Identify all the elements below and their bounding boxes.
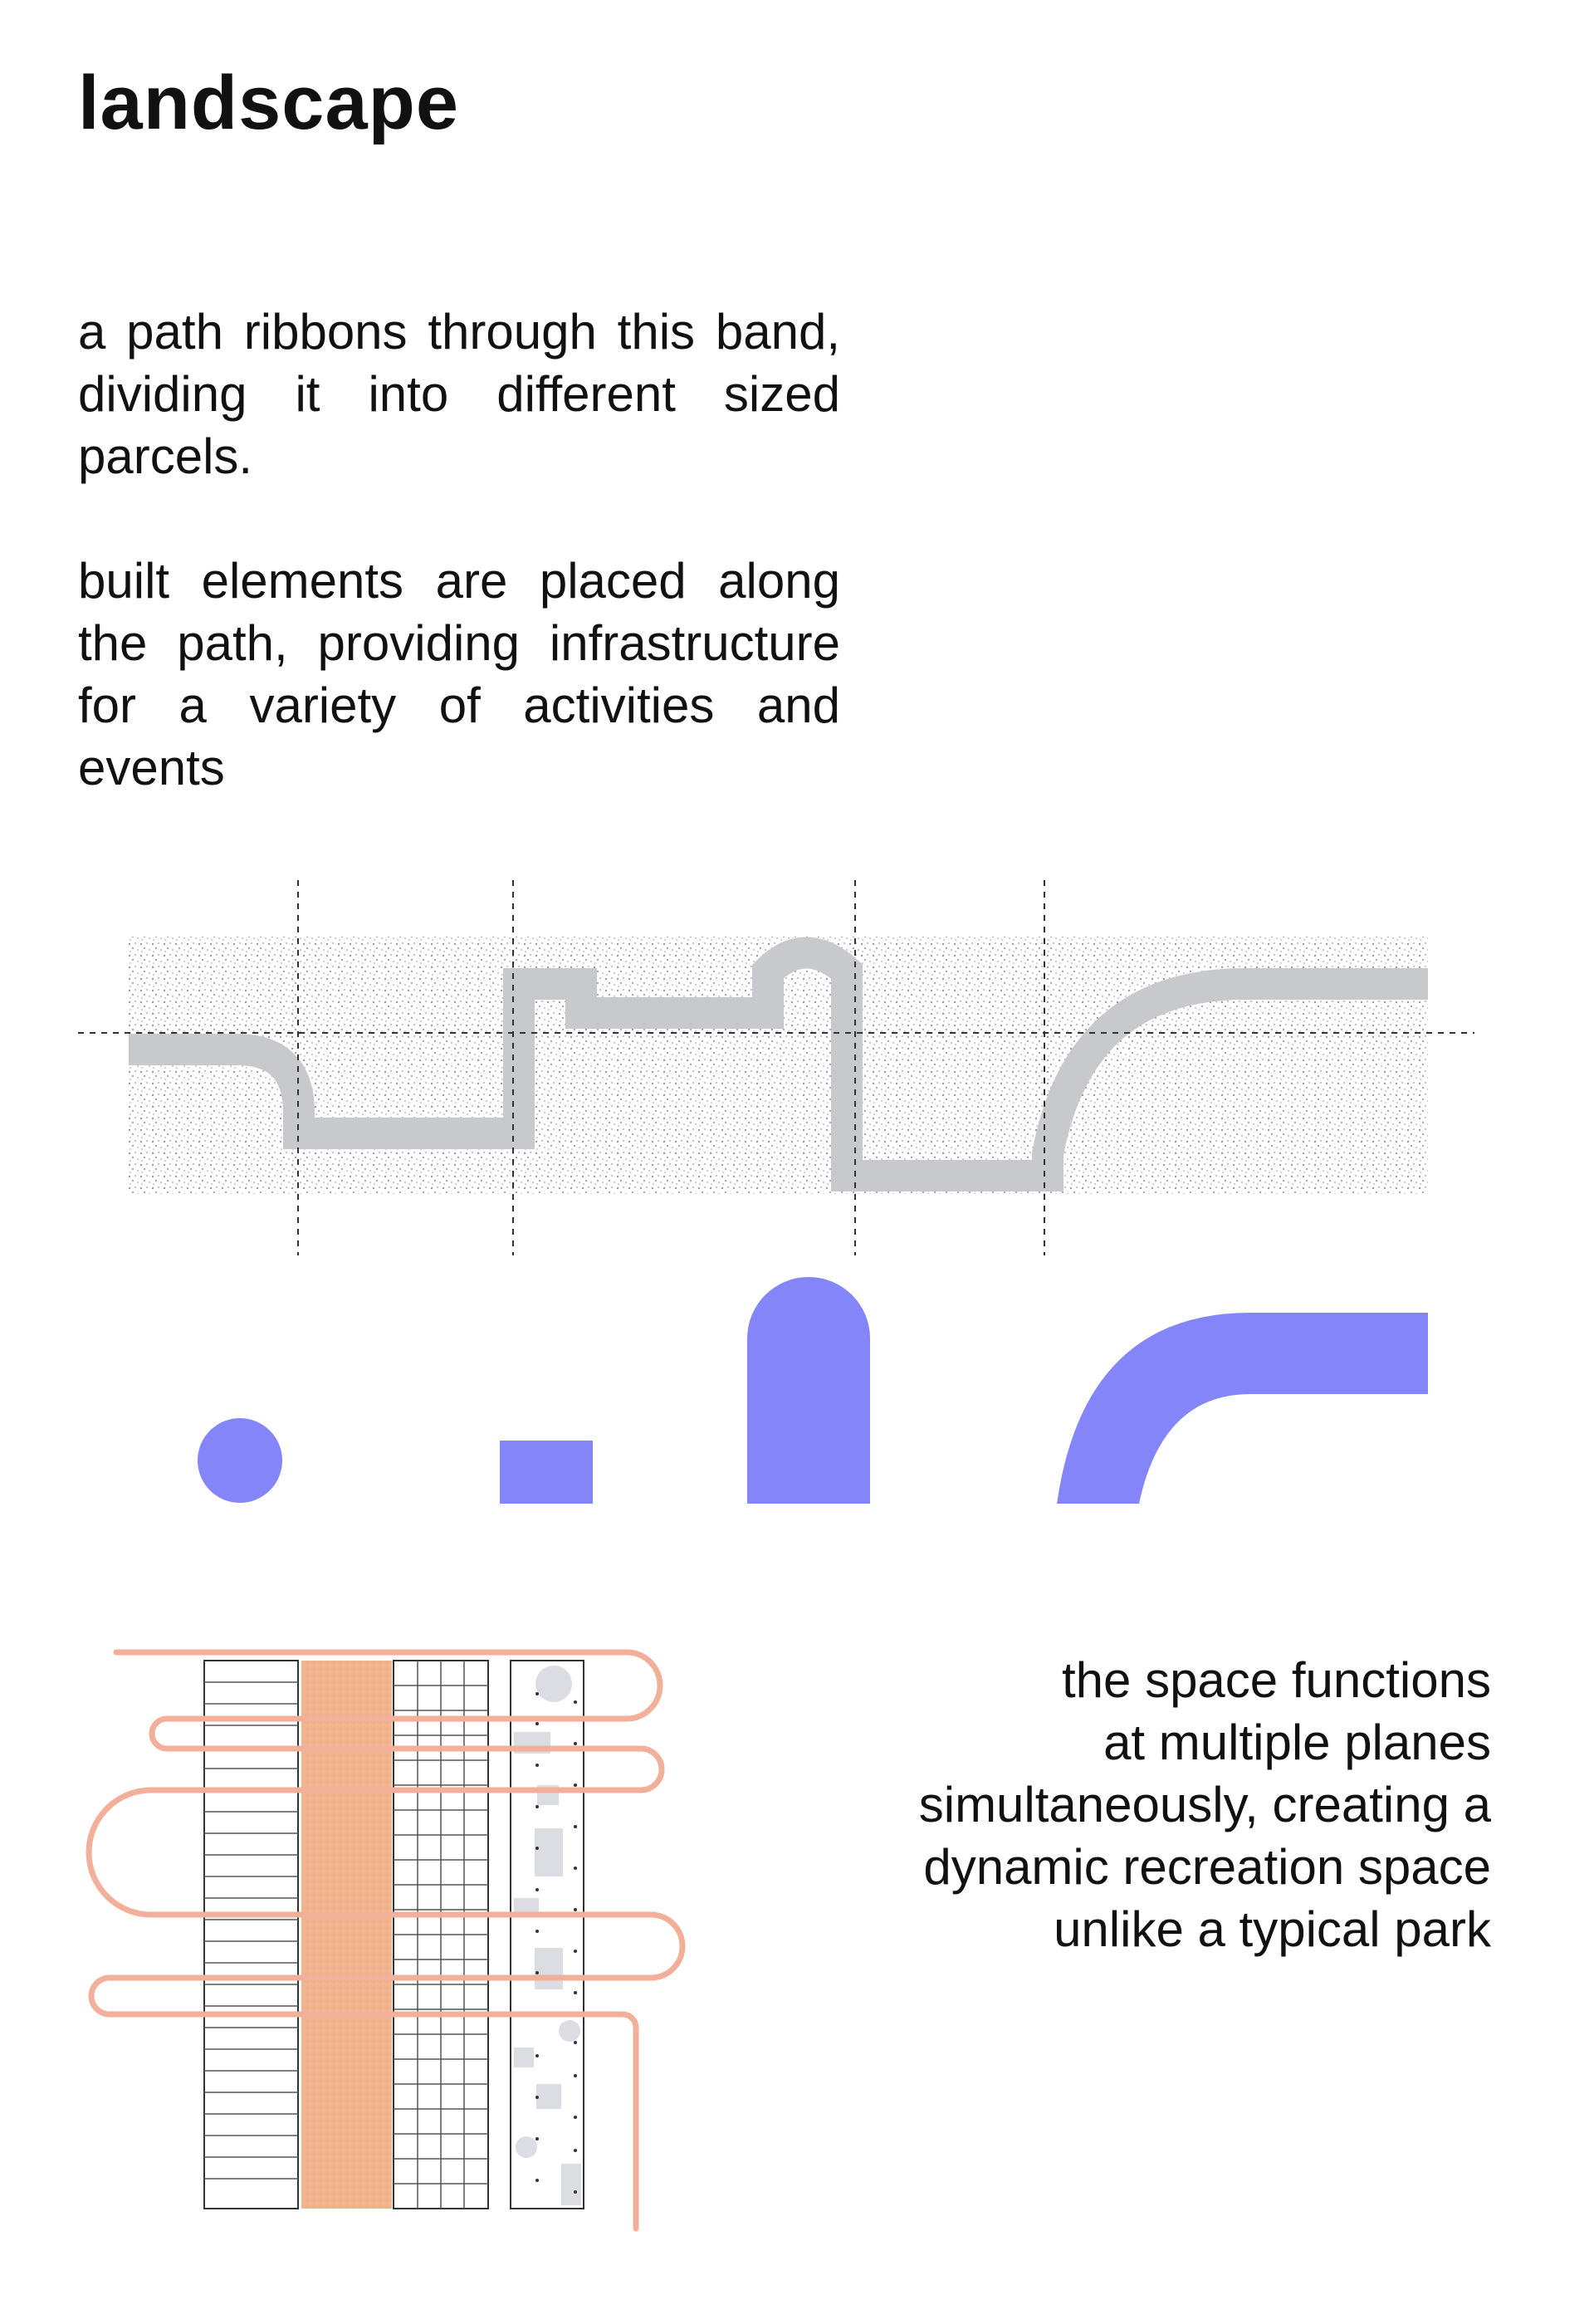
- page-title: landscape: [78, 61, 459, 145]
- multi-plane-diagram: [89, 1652, 682, 2229]
- path-band-diagram: [78, 880, 1474, 1255]
- side-text-line: simultaneously, creating a: [918, 1777, 1491, 1832]
- side-text-line: dynamic recreation space: [923, 1839, 1491, 1895]
- activity-dots: [535, 1692, 577, 2194]
- activity-column: [511, 1661, 584, 2209]
- square-element-icon: [500, 1441, 593, 1504]
- side-text-line: unlike a typical park: [1054, 1901, 1491, 1957]
- side-description: [744, 1649, 1491, 1960]
- arch-element-icon: [747, 1277, 870, 1504]
- grid-column: [394, 1661, 488, 2209]
- peach-band: [301, 1661, 392, 2209]
- ruled-column: [204, 1661, 298, 2209]
- curved-ramp-element-icon: [1057, 1313, 1428, 1504]
- grid-column-lines: [394, 1661, 488, 2209]
- intro-paragraph-elements: built elements are placed along the path, providing infrastructure for a variety of activities and events: [78, 553, 840, 795]
- ruled-column-frame: [204, 1661, 298, 2209]
- circle-element-icon: [198, 1418, 282, 1503]
- intro-paragraph-path: a path ribbons through this band, dividing it into different sized parcels.: [78, 304, 840, 484]
- side-text-line: at multiple planes: [1103, 1715, 1491, 1770]
- side-text-line: the space functions: [1061, 1652, 1491, 1708]
- ruled-column-lines: [204, 1682, 298, 2179]
- built-elements: [198, 1277, 1428, 1504]
